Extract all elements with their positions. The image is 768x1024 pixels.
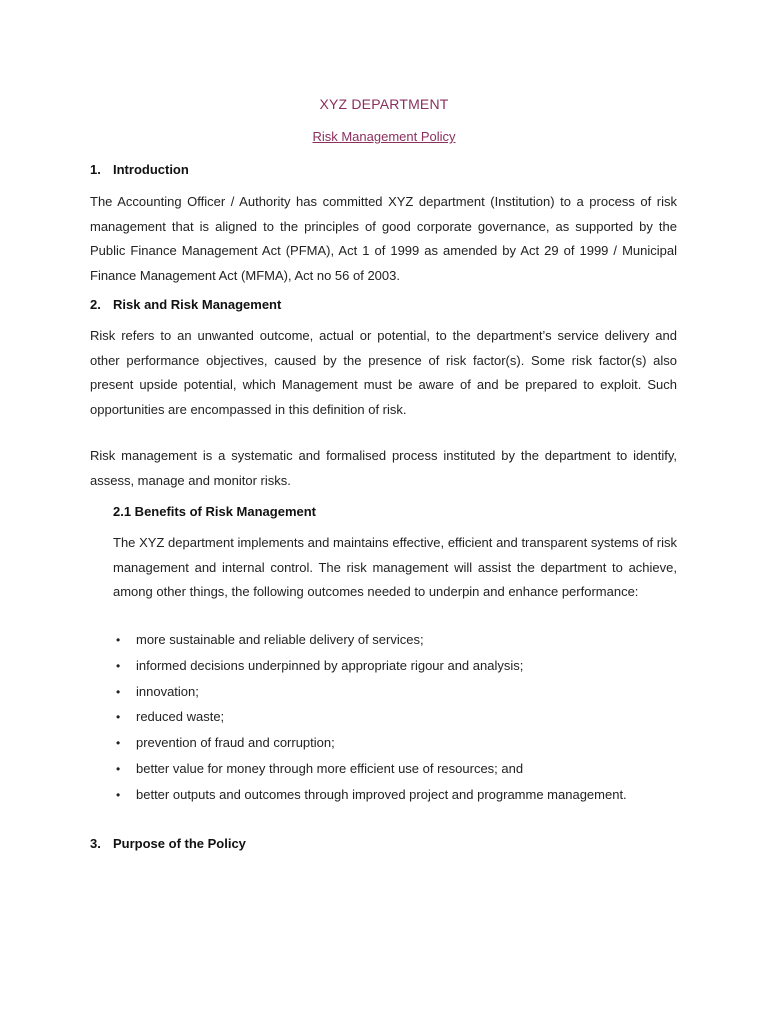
list-item [113,656,693,682]
bullet-icon: • [116,710,121,725]
list-item [113,707,693,733]
bullet-icon: • [116,787,121,802]
bullet-icon: • [116,684,121,699]
document-subtitle: Risk Management Policy [312,129,456,144]
benefits-list [113,630,693,811]
subsection-2-1-paragraph: The XYZ department implements and maintains effective, efficient and transparent systems of risk management and internal control. The risk management will assist the department to achieve, among other things, the following outcomes needed to underpin and enhance performance: [113,535,677,599]
list-item-text: better value for money through more efficient use of resources; and [136,760,524,776]
section-3-number: 3. [90,836,101,851]
list-item [113,630,693,656]
list-item [113,785,693,811]
bullet-icon: • [116,736,121,751]
list-item-text: more sustainable and reliable delivery of services; [136,632,424,647]
list-item [113,682,693,708]
list-item-text: innovation; [136,683,199,699]
section-3-heading [90,836,246,851]
list-item-text: prevention of fraud and corruption; [136,735,335,751]
list-item-text: better outputs and outcomes through improved project and programme management. [136,786,627,802]
section-2-paragraph-2: Risk management is a systematic and formalised process instituted by the department to identify, assess, manage and monitor risks. [90,448,677,488]
section-2-title: Risk and Risk Management [113,297,282,312]
section-3-title: Purpose of the Policy [113,836,246,851]
section-1-number: 1. [90,162,101,177]
list-item-text: reduced waste; [136,709,225,725]
list-item-text: informed decisions underpinned by appropriate rigour and analysis; [136,657,524,673]
section-1-title: Introduction [113,162,189,177]
section-2-heading [90,297,281,312]
list-item [113,733,693,759]
section-2-paragraph-1: Risk refers to an unwanted outcome, actual or potential, to the department’s service delivery and other performance objectives, caused by the presence of risk factor(s). Some risk factor(s) also present upside potential, which Management must be aware of and be prepared to exploit. Such opportunities are encompassed in this definition of risk. [90,328,677,417]
bullet-icon: • [116,761,121,776]
subsection-2-1-heading: 2.1 Benefits of Risk Management [113,504,316,519]
section-1-heading [90,162,189,177]
section-2-number: 2. [90,297,101,312]
list-item [113,759,693,785]
document-title: XYZ DEPARTMENT [319,96,449,112]
section-1-paragraph: The Accounting Officer / Authority has committed XYZ department (Institution) to a process of risk management that is aligned to the principles of good corporate governance, as supported by the Public Finance Management Act (PFMA), Act 1 of 1999 as amended by Act 29 of 1999 / Municipal Finance Management Act (MFMA), Act no 56 of 2003. [90,194,677,283]
bullet-icon: • [116,658,121,673]
bullet-icon: • [116,633,121,647]
